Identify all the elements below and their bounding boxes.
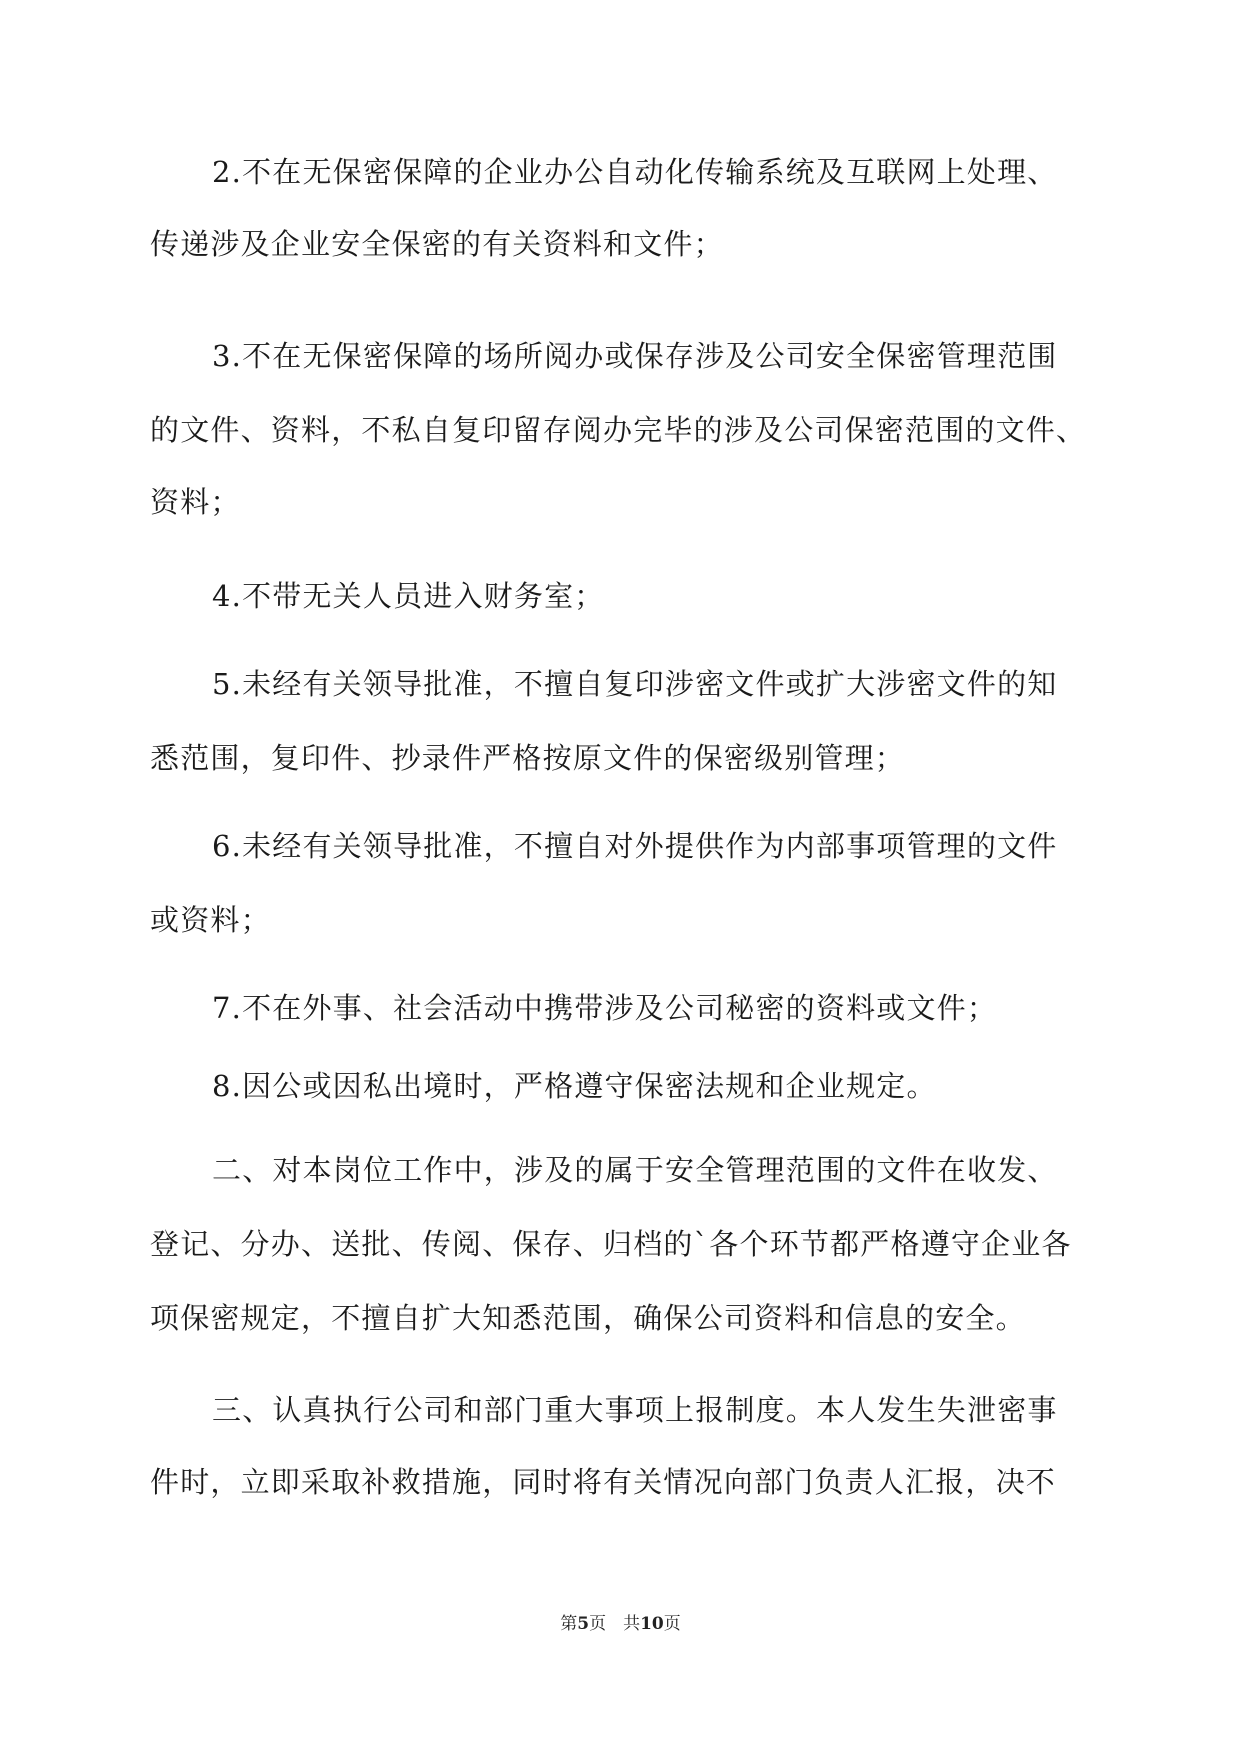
footer-middle: 页 共 [589, 1614, 641, 1634]
paragraph-line: 的文件、资料，不私自复印留存阅办完毕的涉及公司保密范围的文件、 [150, 413, 1087, 447]
paragraph-line: 7.不在外事、社会活动中携带涉及公司秘密的资料或文件； [212, 991, 998, 1025]
paragraph-line: 6.未经有关领导批准，不擅自对外提供作为内部事项管理的文件 [212, 829, 1058, 863]
paragraph-line: 8.因公或因私出境时，严格遵守保密法规和企业规定。 [212, 1069, 937, 1103]
paragraph-line: 5.未经有关领导批准，不擅自复印涉密文件或扩大涉密文件的知 [212, 667, 1058, 701]
paragraph-line: 资料； [150, 485, 241, 519]
paragraph-line: 4.不带无关人员进入财务室； [212, 579, 605, 613]
paragraph-line: 悉范围，复印件、抄录件严格按原文件的保密级别管理； [150, 741, 906, 775]
footer-prefix: 第 [560, 1614, 578, 1634]
paragraph-line: 登记、分办、送批、传阅、保存、归档的`各个环节都严格遵守企业各 [150, 1227, 1072, 1261]
paragraph-line: 项保密规定，不擅自扩大知悉范围，确保公司资料和信息的安全。 [150, 1301, 1026, 1335]
paragraph-line: 3.不在无保密保障的场所阅办或保存涉及公司安全保密管理范围 [212, 339, 1058, 373]
paragraph-line: 件时，立即采取补救措施，同时将有关情况向部门负责人汇报，决不 [150, 1465, 1057, 1499]
paragraph-line: 二、对本岗位工作中，涉及的属于安全管理范围的文件在收发、 [212, 1153, 1058, 1187]
paragraph-line: 或资料； [150, 903, 271, 937]
footer-suffix: 页 [663, 1614, 681, 1634]
paragraph-line: 传递涉及企业安全保密的有关资料和文件； [150, 227, 724, 261]
paragraph-line: 2.不在无保密保障的企业办公自动化传输系统及互联网上处理、 [212, 155, 1058, 189]
footer-page-number: 5 [577, 1614, 590, 1634]
paragraph-line: 三、认真执行公司和部门重大事项上报制度。本人发生失泄密事 [212, 1393, 1058, 1427]
page-footer [0, 1612, 1241, 1636]
footer-total-pages: 10 [640, 1614, 664, 1634]
